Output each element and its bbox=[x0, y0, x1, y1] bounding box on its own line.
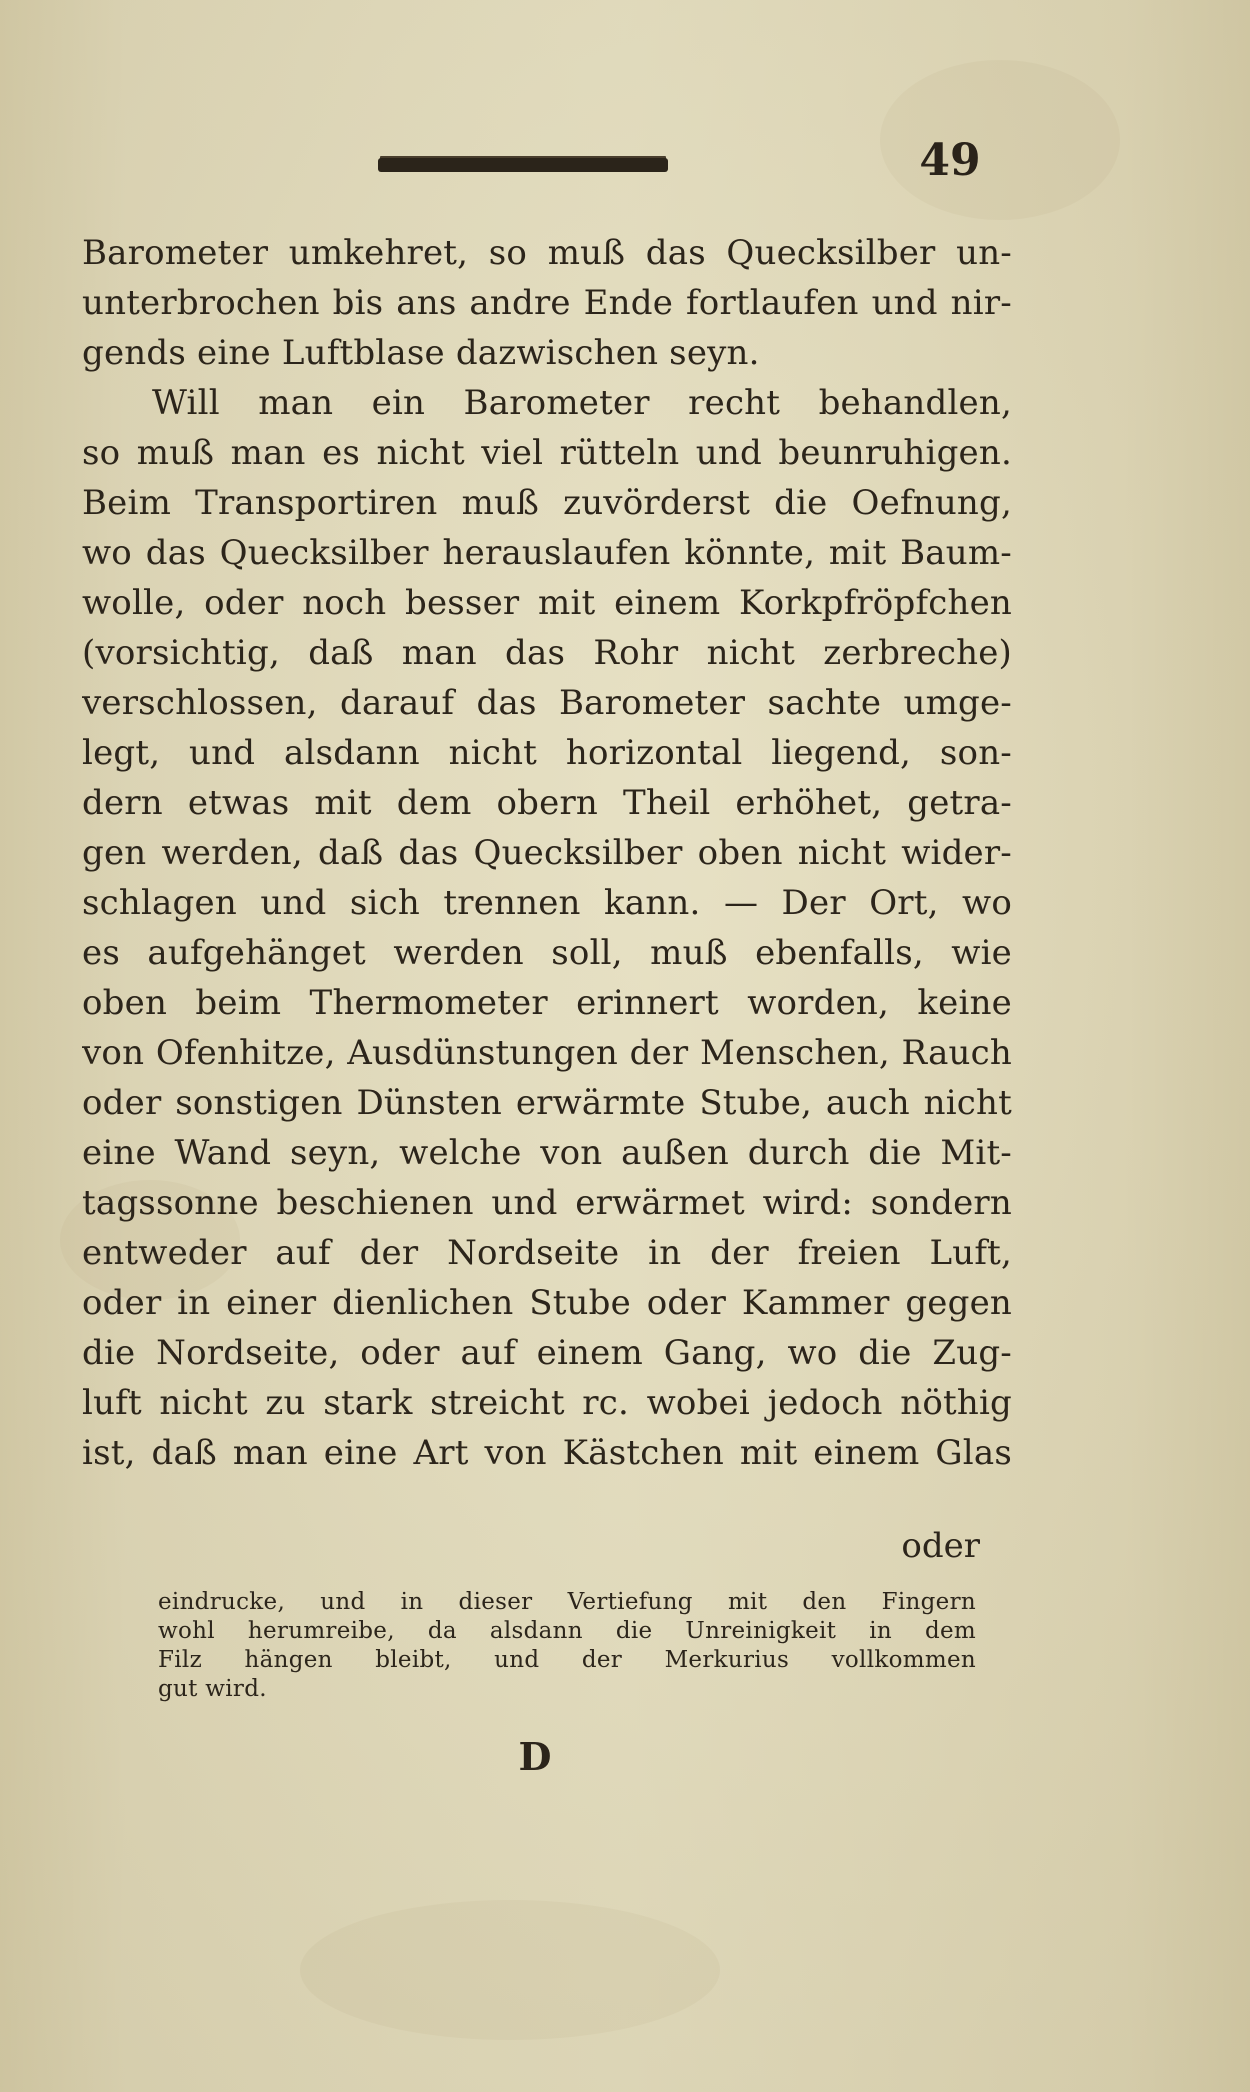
text-line: Beim Transportiren muß zuvörderst die Oefnung, bbox=[82, 483, 1012, 523]
footnote-line: gut wird. bbox=[158, 1676, 267, 1702]
text-line: die Nordseite, oder auf einem Gang, wo die Zug- bbox=[82, 1333, 1012, 1373]
text-line: unterbrochen bis ans andre Ende fortlaufen und nir- bbox=[82, 283, 1012, 323]
footnote bbox=[158, 1588, 976, 1704]
text-line: oder sonstigen Dünsten erwärmte Stube, auch nicht bbox=[82, 1083, 1012, 1123]
text-line: Barometer umkehret, so muß das Quecksilber un- bbox=[82, 233, 1012, 273]
text-line: eine Wand seyn, welche von außen durch die Mit- bbox=[82, 1133, 1012, 1173]
text-line: gends eine Luftblase dazwischen seyn. bbox=[82, 333, 760, 373]
text-line: dern etwas mit dem obern Theil erhöhet, getra- bbox=[82, 783, 1012, 823]
text-line: oder in einer dienlichen Stube oder Kammer gegen bbox=[82, 1283, 1012, 1323]
body-text bbox=[82, 228, 1012, 1478]
text-line: verschlossen, darauf das Barometer sachte umge- bbox=[82, 683, 1012, 723]
page-number: 49 bbox=[919, 135, 981, 186]
text-line: entweder auf der Nordseite in der freien Luft, bbox=[82, 1233, 1012, 1273]
paper-stain bbox=[300, 1900, 720, 2040]
text-line: oben beim Thermometer erinnert worden, keine bbox=[82, 983, 1012, 1023]
footnote-line: eindrucke, und in dieser Vertiefung mit den Fingern bbox=[158, 1589, 976, 1615]
text-line: so muß man es nicht viel rütteln und beunruhigen. bbox=[82, 433, 1012, 473]
signature-mark: D bbox=[518, 1734, 552, 1779]
text-line: es aufgehänget werden soll, muß ebenfalls, wie bbox=[82, 933, 1012, 973]
header-rule bbox=[378, 158, 668, 172]
text-line: legt, und alsdann nicht horizontal liegend, son- bbox=[82, 733, 1012, 773]
text-line: (vorsichtig, daß man das Rohr nicht zerbreche) bbox=[82, 633, 1012, 673]
footnote-line: wohl herumreibe, da alsdann die Unreinigkeit in dem bbox=[158, 1618, 976, 1644]
text-line: ist, daß man eine Art von Kästchen mit einem Glas bbox=[82, 1433, 1012, 1473]
footnote-line: Filz hängen bleibt, und der Merkurius vollkommen bbox=[158, 1647, 976, 1673]
text-line: gen werden, daß das Quecksilber oben nicht wider- bbox=[82, 833, 1012, 873]
text-line: wo das Quecksilber herauslaufen könnte, mit Baum- bbox=[82, 533, 1012, 573]
text-line: schlagen und sich trennen kann. — Der Ort, wo bbox=[82, 883, 1012, 923]
text-line: luft nicht zu stark streicht rc. wobei jedoch nöthig bbox=[82, 1383, 1012, 1423]
text-line: tagssonne beschienen und erwärmet wird: sondern bbox=[82, 1183, 1012, 1223]
text-line: Will man ein Barometer recht behandlen, bbox=[152, 383, 1012, 423]
text-line: wolle, oder noch besser mit einem Korkpfröpfchen bbox=[82, 583, 1012, 623]
catchword: oder bbox=[901, 1526, 980, 1566]
text-line: von Ofenhitze, Ausdünstungen der Menschen, Rauch bbox=[82, 1033, 1012, 1073]
